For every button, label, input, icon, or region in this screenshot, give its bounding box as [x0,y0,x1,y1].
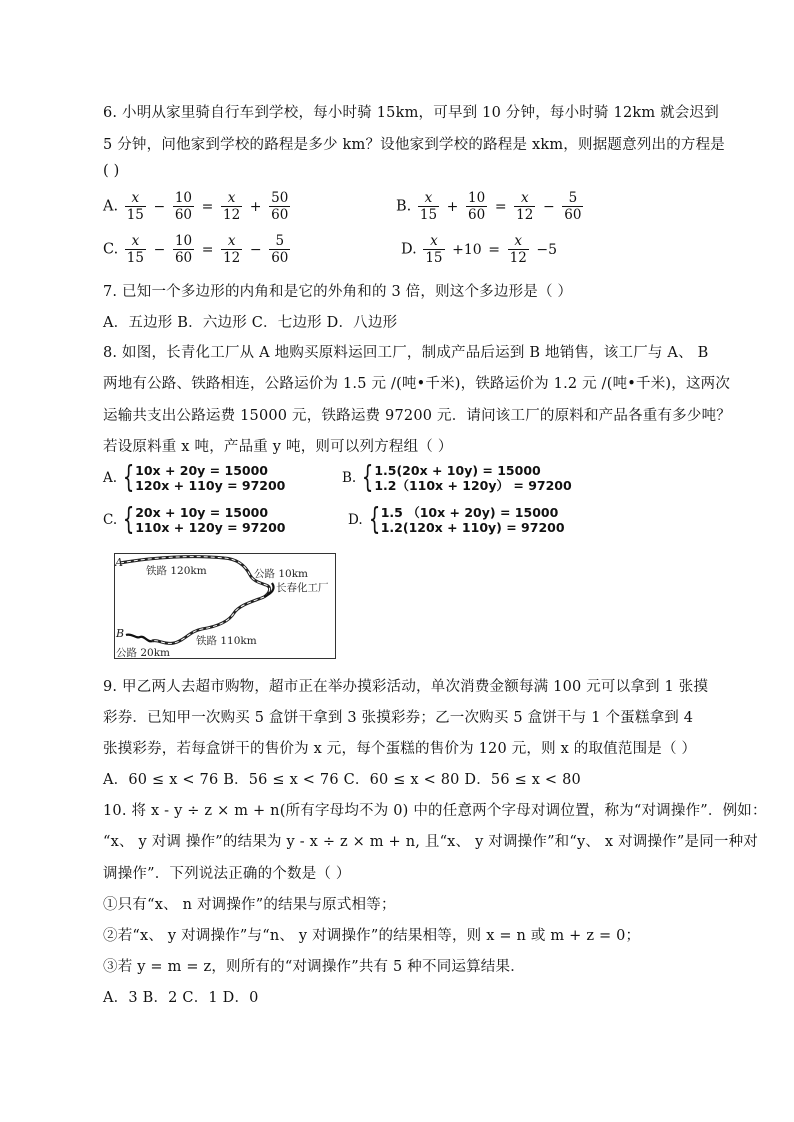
q8-option-d[interactable]: D. {1.5 （10x + 20y) = 15000 1.2(120x + 110y) = 97200 [348,502,565,537]
option-label: D. [401,241,417,258]
fraction: $\frac{x}{12}$ [509,233,527,266]
q6-line2: 5 分钟，问他家到学校的路程是多少 km？设他家到学校的路程是 xkm，则据题意列出的方程是 [103,137,725,153]
fraction: $\frac{x}{12}$ [516,190,534,223]
fraction: $\frac{10}{60}$ [174,190,193,223]
point-b-label: B [116,627,125,640]
q8-option-b[interactable]: B. {1.5(20x + 10y) = 15000 1.2（110x + 120y） = 97200 [342,460,572,495]
q6-option-c[interactable]: C. $\frac{x}{15}$ − $\frac{10}{60}$ = $\frac{x}{12}$ − $\frac{5}{60}$ [103,233,289,266]
q8-line3: 运输共支出公路运费 15000 元，铁路运费 97200 元．请问该工厂的原料和产品各重有多少吨？ [103,408,731,424]
option-label: B. [396,198,412,215]
q8-line2: 两地有公路、铁路相连，公路运价为 1.5 元 /(吨•千米)，铁路运价为 1.2 元 /(吨•千米)，这两次 [103,376,731,392]
fraction: $\frac{x}{15}$ [126,190,144,223]
fraction: $\frac{10}{60}$ [174,233,193,266]
q9-line3: 张摸彩券，若每盒饼干的售价为 x 元，每个蛋糕的售价为 120 元，则 x 的取值范围是（ ） [103,741,697,757]
fraction: $\frac{10}{60}$ [468,190,486,223]
q10-statement-2: ②若“x、 y 对调操作”与“n、 y 对调操作”的结果相等，则 x = n 或 m + z = 0； [103,928,641,944]
q9-line2: 彩券．已知甲一次购买 5 盒饼干拿到 3 张摸彩券；乙一次购买 5 盒饼干与 1 个蛋糕拿到 4 [103,710,694,726]
fraction: $\frac{50}{60}$ [271,190,289,223]
q9-options[interactable]: A．60 ≤ x < 76 B．56 ≤ x < 76 C．60 ≤ x < 80 D．56 ≤ x < 80 [103,772,581,788]
q8-option-c[interactable]: C. {20x + 10y = 15000 110x + 120y = 97200 [103,502,286,537]
fraction: $\frac{5}{60}$ [564,190,582,223]
q9-line1: 9. 甲乙两人去超市购物，超市正在举办摸彩活动，单次消费金额每满 100 元可以拿到 1 张摸 [103,679,709,695]
factory-label: 长春化工厂 [276,582,329,594]
rail-top-label: 铁路 120km [146,565,207,577]
q10-statement-3: ③若 y = m = z，则所有的“对调操作”共有 5 种不同运算结果． [103,959,525,975]
fraction: $\frac{x}{12}$ [223,233,241,266]
q6-option-a[interactable]: A. $\frac{x}{15}$ − $\frac{10}{60}$ = $\frac{x}{12}$ + $\frac{50}{60}$ [103,190,289,223]
option-label: C. [103,241,119,258]
road-bottom-label: 公路 20km [116,647,171,659]
q6-line1: 6. 小明从家里骑自行车到学校，每小时骑 15km，可早到 10 分钟，每小时骑 12km 就会迟到 [103,105,719,121]
fraction: $\frac{x}{15}$ [126,233,144,266]
fraction: $\frac{5}{60}$ [271,233,289,266]
road-top-label: 公路 10km [254,568,309,580]
q8-option-a[interactable]: A. {10x + 20y = 15000 120x + 110y = 97200 [103,460,286,495]
q7-line1: 7. 已知一个多边形的内角和是它的外角和的 3 倍，则这个多边形是（ ） [103,284,573,300]
point-a-label: A [115,556,123,569]
fraction: $\frac{x}{15}$ [419,190,438,223]
q10-line3: 调操作”．下列说法正确的个数是（ ） [103,866,351,882]
q10-line2: “x、 y 对调 操作”的结果为 y - x ÷ z × m + n, 且“x、 y 对调操作”和“y、 x 对调操作”是同一种对 [103,834,758,850]
fraction: $\frac{x}{15}$ [425,233,443,266]
q6-line3: ( ) [103,163,120,179]
q7-options[interactable]: A．五边形 B．六边形 C．七边形 D．八边形 [103,315,398,331]
q10-options[interactable]: A．3 B．2 C．1 D．0 [103,990,259,1006]
fraction: $\frac{x}{12}$ [222,190,241,223]
rail-bottom-label: 铁路 110km [196,635,257,647]
q10-line1: 10. 将 x - y ÷ z × m + n(所有字母均不为 0) 中的任意两个字母对调位置，称为“对调操作”．例如： [103,803,767,819]
q8-line4: 若设原料重 x 吨，产品重 y 吨，则可以列方程组（ ） [103,439,453,455]
option-label: A. [103,198,119,215]
route-map-figure [114,553,336,659]
q8-line1: 8. 如图，长青化工厂从 A 地购买原料运回工厂，制成产品后运到 B 地销售，该工厂与 A、 B [103,345,709,361]
q10-statement-1: ①只有“x、 n 对调操作”的结果与原式相等； [103,897,396,913]
q6-option-d[interactable]: D. $\frac{x}{15}$ +10 = $\frac{x}{12}$ −5 [401,233,558,266]
q6-option-b[interactable]: B. $\frac{x}{15}$ + $\frac{10}{60}$ = $\frac{x}{12}$ − $\frac{5}{60}$ [396,190,582,223]
